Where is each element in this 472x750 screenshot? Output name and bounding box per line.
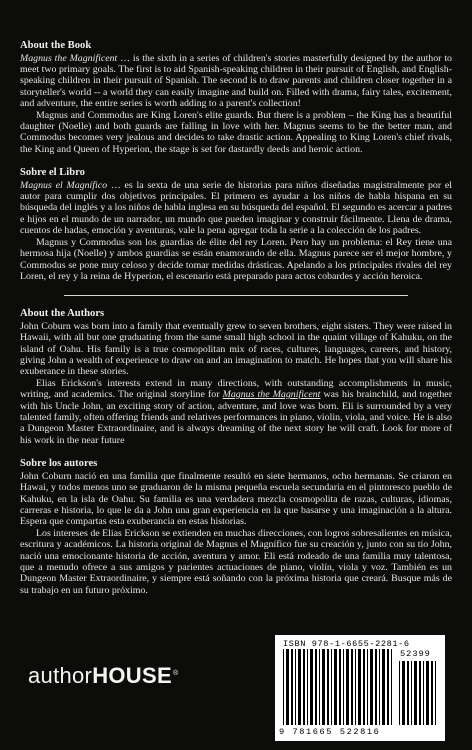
barcode-bar [391, 649, 392, 725]
barcode-bars-main [283, 649, 395, 725]
barcode-bar [379, 649, 380, 725]
barcode-bar [382, 649, 385, 725]
barcode-bar [419, 661, 421, 725]
barcode-digits: 9 781665 522816 [279, 727, 381, 737]
authorhouse-logo: authorHOUSE® [28, 663, 179, 688]
barcode-bar [355, 649, 356, 725]
isbn-number: ISBN 978-1-6655-2281-6 [283, 639, 410, 649]
cover-footer [0, 635, 472, 750]
about-the-book-paragraph-1: Magnus the Magnificent … is the sixth in a series of children's stories masterfully designed by the author to meet two primary goals. The first is to aid Spanish-speaking children in their pursuit of English, and English-speaking children in their pursuit of Spanish. The second is to draw parents and children closer together in a storyteller's world -- a world they can easily imagine and build on. Filled with drama, fairy tales, excitement, and adventure, the entire series is worth adding to a parent's collection! [20, 52, 452, 110]
barcode-bar [310, 649, 313, 725]
barcode-bar [315, 649, 317, 725]
barcode-bar [327, 649, 329, 725]
about-the-book-heading: About the Book [20, 40, 92, 51]
book-title-es: Magnus el Magnífico [20, 179, 108, 191]
barcode-bar [402, 661, 405, 725]
about-the-authors-paragraph-1: John Coburn was born into a family that eventually grew to seven brothers, eight sisters. They were raised in Hawaii, with all but one graduating from the same small high school in the quaint village of Kahuku, on the island of Oahu. His family is a true cosmopolitan mix of races, cultures, languages, careers, and history, giving John a wealth of experience to draw on and an imagination to match. He hopes that you will share his exuberance in these stories. [20, 320, 452, 378]
price-code: 52399 [400, 649, 431, 659]
barcode-bar [423, 661, 424, 725]
barcode-bar [387, 649, 389, 725]
barcode-bar [331, 649, 332, 725]
barcode-bar [291, 649, 293, 725]
about-the-authors-paragraph-2: Elias Erickson's interests extend in many directions, with outstanding accomplishments in music, writing, and academics. The original storyline for Magnus the Magnificent was his brainchild, and together with his Uncle John, an exciting story of action, adventure, and love was born. Eli is surrounded by a very talented family, often offering friends and relatives performances in piano, violin, viola, and voice. He is also a Dungeon Master Extraordinaire, and is always dreaming of the next story he will craft. Look for more of his work in the near future [20, 377, 452, 446]
barcode-bar [367, 649, 368, 725]
barcode-bar [407, 661, 409, 725]
about-the-book-section [20, 40, 452, 155]
sobre-el-libro-section [20, 167, 452, 282]
sobre-los-autores-heading: Sobre los autores [20, 458, 98, 470]
sobre-los-autores-section [20, 458, 452, 596]
barcode-bar [370, 649, 373, 725]
barcode-bar [307, 649, 308, 725]
barcode-bar [334, 649, 337, 725]
barcode-bars-addon [399, 661, 439, 725]
sobre-el-libro-paragraph-2: Magnus y Commodus son los guardias de élite del rey Loren. Pero hay un problema: el Rey tiene una hermosa hija (Noelle) y ambos guardias se están enamorando de ella. Magnus parece ser el mejor hombre, y Commodus se pone muy celoso y decide tomar medidas drásticas. Apelando a los principales rivales del rey Loren, el rey y la reina de Hyperion, el escenario está preparado para actos cobardes y acción heroica. [20, 236, 452, 282]
barcode-bar [411, 661, 412, 725]
about-the-authors-section [20, 308, 452, 446]
barcode-bar [343, 649, 344, 725]
sobre-los-autores-paragraph-1: John Coburn nació en una familia que finalmente resultó en siete hermanos, ocho hermanas. Se criaron en Hawai, y todos menos uno se graduaron de la misma pequeña escuela secundaria en el pintoresco pueblo de Kahuku, en la isla de Oahu. Su familia es una verdadera mezcla cosmopolita de razas, culturas, idiomas, carreras e historia, lo que le da a John una gran experiencia en la que basarse y una imaginación a la altura. Espera que compartas esta exuberancia en estas historias. [20, 470, 452, 528]
about-the-book-paragraph-2: Magnus and Commodus are King Loren's elite guards. But there is a problem – the King has a beautiful daughter (Noelle) and both guards are falling in love with her. Magnus seems to be the better man, and Commodus becomes very jealous and decides to take drastic action. Appealing to King Loren's chief rivals, the King and Queen of Hyperion, the stage is set for dastardly deeds and heroic action. [20, 109, 452, 155]
barcode-bar [346, 649, 349, 725]
section-divider [64, 295, 408, 296]
book-title-en: Magnus the Magnificent [20, 52, 118, 64]
sobre-el-libro-paragraph-1: Magnus el Magnífico … es la sexta de una serie de historias para niños diseñadas magistralmente por el autor para cumplir dos objetivos principales. El primero es ayudar a los niños de habla hispana en su búsqueda del inglés y a los niños de habla inglesa en su búsqueda del español. El segundo es acercar a padres e hijos en el mundo de un narrador, un mundo que pueden imaginar y construir fácilmente. Llena de drama, cuentos de hadas, emoción y aventuras, vale la pena agregar toda la serie a la colección de los padres. [20, 179, 453, 237]
about-the-authors-heading: About the Authors [20, 308, 105, 320]
barcode-bar [414, 661, 417, 725]
barcode-bar [426, 661, 429, 725]
back-cover-text [20, 40, 452, 596]
barcode-bar [358, 649, 361, 725]
barcode-bar [435, 661, 436, 725]
sobre-el-libro-heading: Sobre el Libro [20, 167, 85, 179]
barcode-bar [399, 661, 400, 725]
isbn-barcode [275, 635, 445, 741]
book-title-underlined: Magnus the Magnificent [222, 389, 321, 401]
barcode-bar [319, 649, 320, 725]
barcode-bar [339, 649, 341, 725]
barcode-bar [298, 649, 301, 725]
sobre-los-autores-paragraph-2: Los intereses de Elias Erickson se extienden en muchas direcciones, con logros sobresalientes en música, escritura y académicos. La historia original de Magnus el Magnífico fue su creación y, junto con su tío John, nació una emocionante historia de acción, aventura y amor. Eli está rodeado de una familia muy talentosa, que a menudo ofrece a sus amigos y parientes actuaciones de piano, violín, viola y voz. También es un Dungeon Master Extraordinaire, y siempre está soñando con la próxima historia que creará. Busque más de su trabajo en un futuro próximo. [20, 527, 452, 596]
barcode-bar [286, 649, 289, 725]
barcode-bar [322, 649, 325, 725]
barcode-bar [431, 661, 433, 725]
barcode-bar [351, 649, 353, 725]
barcode-bar [363, 649, 365, 725]
barcode-bar [295, 649, 296, 725]
barcode-bar [375, 649, 377, 725]
barcode-bar [283, 649, 284, 725]
barcode-bar [303, 649, 305, 725]
